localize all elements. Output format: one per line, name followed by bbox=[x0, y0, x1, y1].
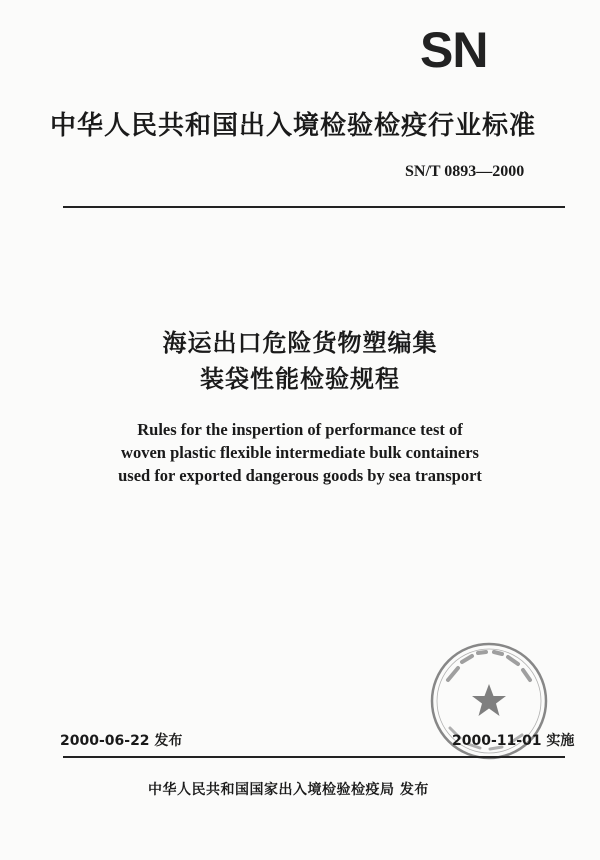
sn-logo-text: SN bbox=[420, 22, 488, 78]
english-title-line-3: used for exported dangerous goods by sea transport bbox=[118, 466, 482, 485]
publisher: 中华人民共和国国家出入境检验检疫局 发布 bbox=[148, 782, 429, 798]
publish-date: 2000-06-22 发布 bbox=[60, 733, 183, 749]
sn-logo bbox=[420, 24, 526, 76]
chinese-title-line-2: 装袋性能检验规程 bbox=[200, 365, 400, 393]
bottom-divider bbox=[63, 756, 565, 758]
english-title-line-2: woven plastic flexible intermediate bulk containers bbox=[121, 443, 479, 462]
effective-date: 2000-11-01 实施 bbox=[452, 733, 575, 749]
standard-number: SN/T 0893—2000 bbox=[405, 163, 525, 180]
chinese-title-line-1: 海运出口危险货物塑编集 bbox=[162, 329, 438, 357]
standard-organization: 中华人民共和国出入境检验检疫行业标准 bbox=[50, 111, 537, 141]
top-divider bbox=[63, 206, 565, 208]
english-title-line-1: Rules for the inspertion of performance test of bbox=[137, 420, 463, 439]
